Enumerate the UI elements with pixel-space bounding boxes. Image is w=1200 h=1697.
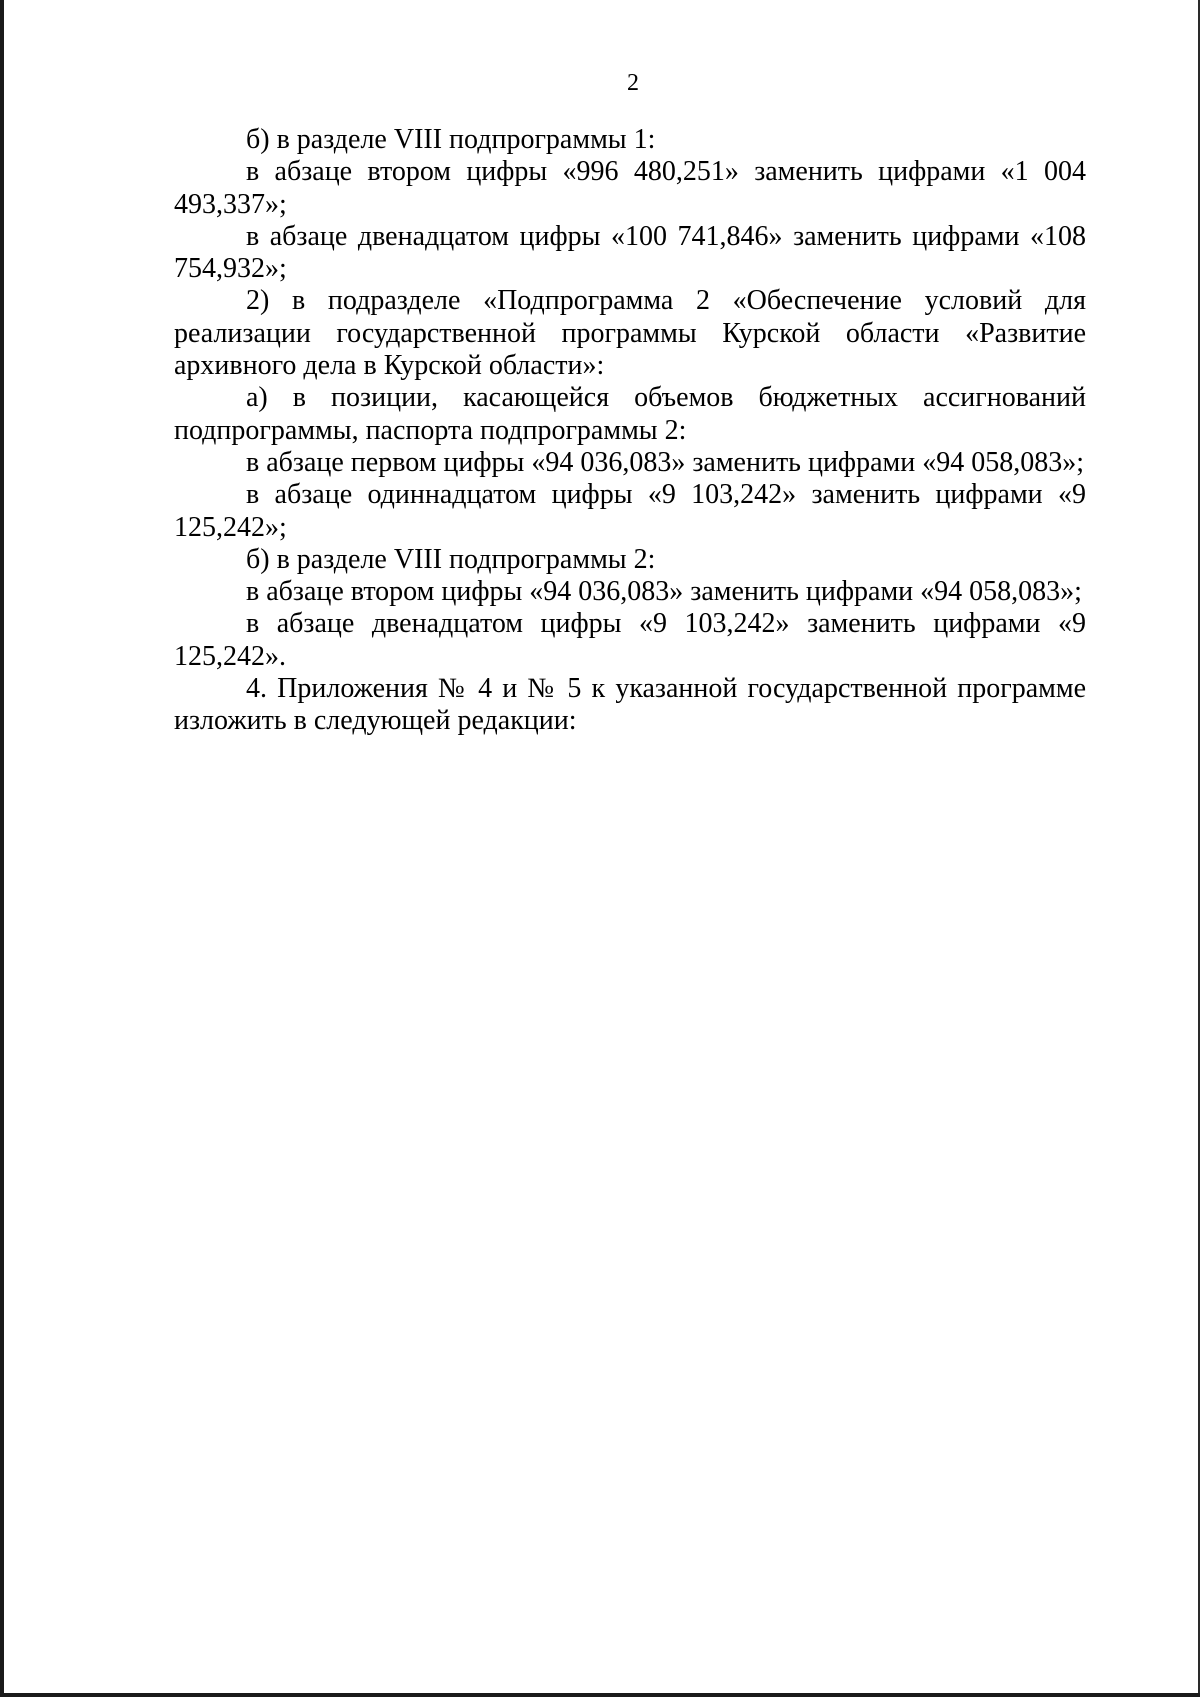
paragraph-first-abzac-replace: в абзаце первом цифры «94 036,083» заменить цифрами «94 058,083»;	[246, 446, 1084, 478]
scan-edge-bottom	[0, 1693, 1200, 1697]
paragraph-section-viii-subprogram-2: б) в разделе VIII подпрограммы 2:	[246, 543, 656, 575]
paragraph-budget-allocations-position: а) в позиции, касающейся объемов бюджетных ассигнований подпрограммы, паспорта подпрограммы 2:	[174, 382, 1086, 446]
paragraph-section-viii-subprogram-1: б) в разделе VIII подпрограммы 1:	[246, 124, 656, 155]
paragraph-twelfth-abzac-replace-2: в абзаце двенадцатом цифры «9 103,242» заменить цифрами «9 125,242».	[174, 608, 1086, 672]
paragraph-subsection-subprogram-2: 2) в подразделе «Подпрограмма 2 «Обеспечение условий для реализации государственной программы Курской области «Развитие архивного дела в Курской области»:	[174, 285, 1086, 382]
paragraph-eleventh-abzac-replace: в абзаце одиннадцатом цифры «9 103,242» заменить цифрами «9 125,242»;	[174, 479, 1086, 543]
scan-edge-left	[0, 0, 4, 1697]
paragraph-second-abzac-replace-2: в абзаце втором цифры «94 036,083» заменить цифрами «94 058,083»;	[246, 576, 1082, 608]
document-body	[174, 124, 1086, 738]
paragraph-second-abzac-replace: в абзаце втором цифры «996 480,251» заменить цифрами «1 004 493,337»;	[174, 156, 1086, 220]
page-number: 2	[627, 70, 639, 96]
paragraph-appendices-4-5: 4. Приложения № 4 и № 5 к указанной государственной программе изложить в следующей редакции:	[174, 673, 1086, 737]
paragraph-twelfth-abzac-replace: в абзаце двенадцатом цифры «100 741,846» заменить цифрами «108 754,932»;	[174, 220, 1086, 285]
